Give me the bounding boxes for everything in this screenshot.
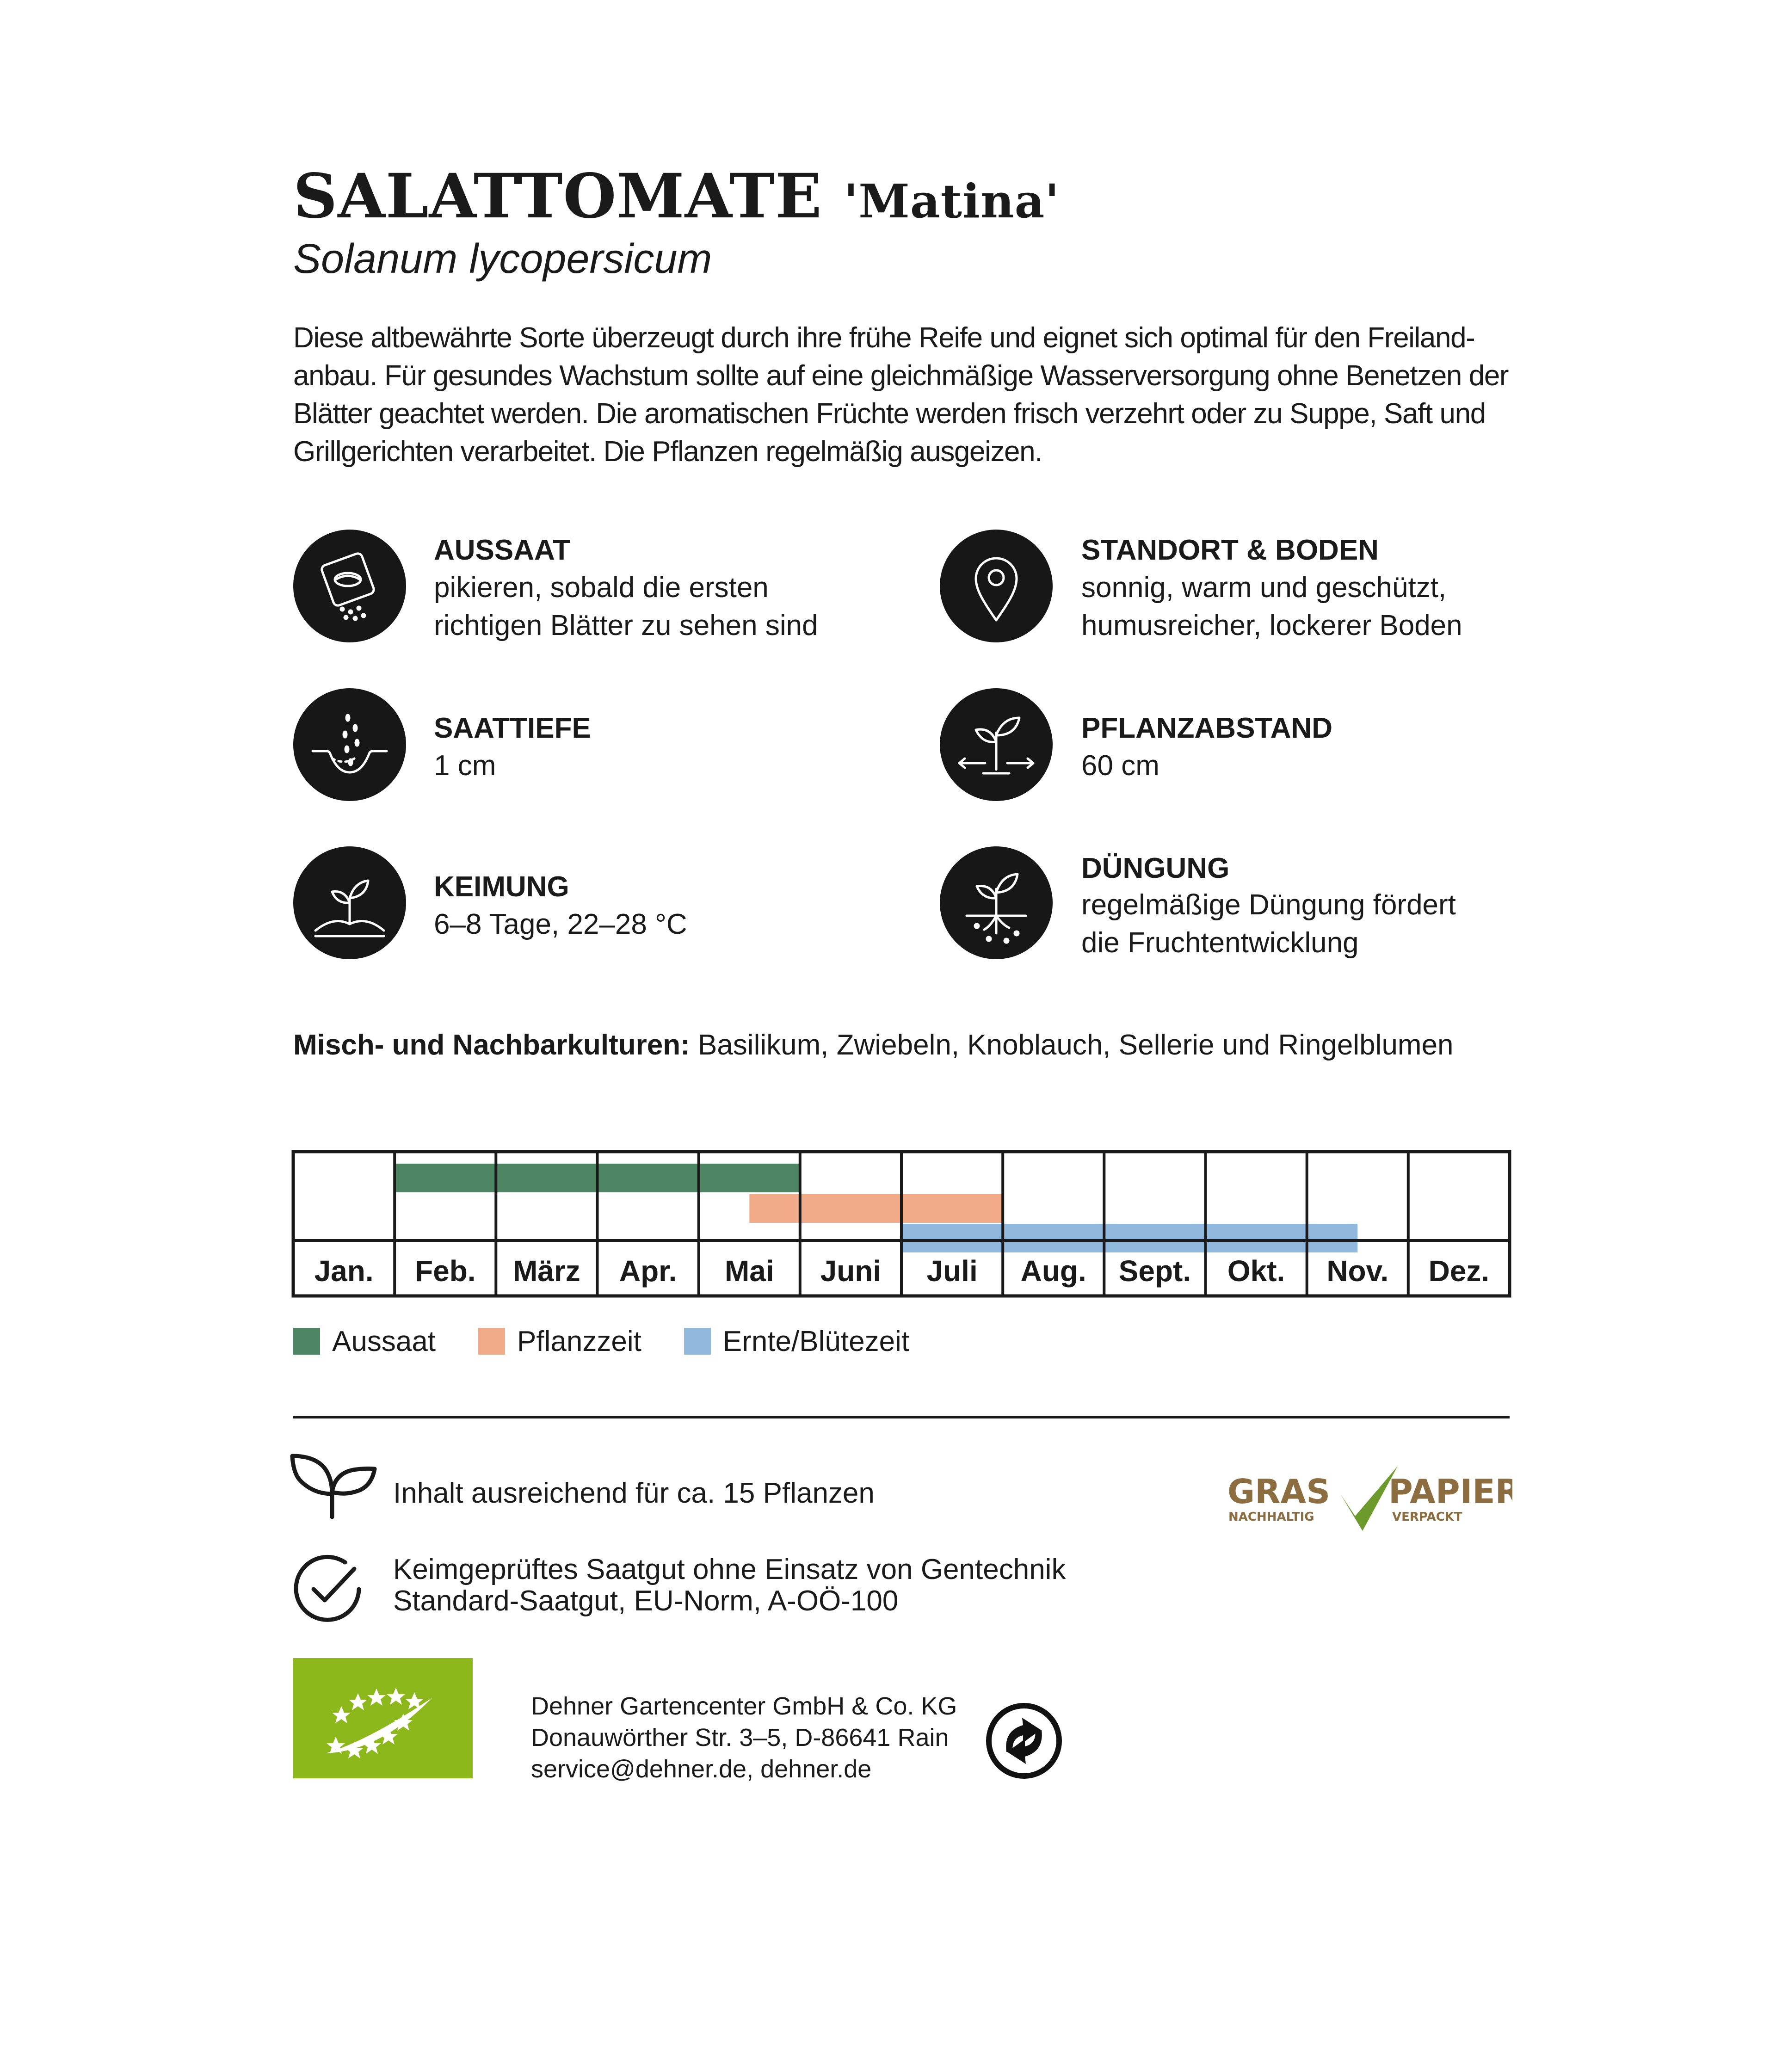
company-address: [531, 1690, 957, 1785]
standort-line2: humusreicher, lockerer Boden: [1081, 610, 1462, 641]
month-label: Juli: [926, 1254, 978, 1288]
seed-packet-icon: [293, 530, 406, 642]
green-dot-icon: [985, 1702, 1063, 1780]
address-line1: Dehner Gartencenter GmbH & Co. KG: [531, 1692, 957, 1720]
companion-list: Basilikum, Zwiebeln, Knoblauch, Sellerie und Ringelblumen: [690, 1029, 1454, 1061]
section-divider: [293, 1416, 1510, 1418]
companion-label: Misch- und Nachbarkulturen:: [293, 1029, 690, 1061]
month-label: Juni: [820, 1254, 882, 1288]
address-line3: service@dehner.de, dehner.de: [531, 1755, 872, 1783]
month-label: Aug.: [1020, 1254, 1086, 1288]
cert-line2: Standard-Saatgut, EU-Norm, A-OÖ-100: [393, 1585, 899, 1617]
product-description: Diese altbewährte Sorte überzeugt durch ihre frühe Reife und eignet sich optimal für den Freiland-anbau. Für gesundes Wachstum sollte auf eine gleichmäßige Wasserversorgung ohne Benetzen der Blätter geachtet werden. Die aromatischen Früchte werden frisch verzehrt oder zu Suppe, Saft und Grillgerichten verarbeitet. Die Pflanzen regelmäßig ausgeizen.: [293, 322, 1509, 468]
latin-name: Solanum lycopersicum: [293, 236, 712, 282]
calendar-grid: [293, 1152, 1510, 1296]
legend-pflanzzeit: [478, 1325, 641, 1358]
address-line2: Donauwörther Str. 3–5, D-86641 Rain: [531, 1724, 949, 1751]
aussaat-line1: pikieren, sobald die ersten: [434, 572, 769, 604]
papier-label: PAPIER: [1388, 1472, 1512, 1511]
check-circle-icon: [290, 1550, 365, 1626]
plant-spacing-icon: [940, 688, 1053, 801]
aussaat-title: AUSSAAT: [434, 534, 571, 566]
month-label: Nov.: [1326, 1254, 1389, 1288]
month-label: Jan.: [314, 1254, 374, 1288]
eu-leaf-stars-icon: [326, 1688, 432, 1758]
fertilizer-icon: [940, 846, 1053, 959]
nachhaltig-label: NACHHALTIG: [1228, 1510, 1314, 1524]
standort-line1: sonnig, warm und geschützt,: [1081, 572, 1447, 604]
sprout-icon: [293, 846, 406, 959]
legend-label-aussaat: Aussaat: [332, 1325, 436, 1357]
month-label: März: [512, 1254, 580, 1288]
aussaat-line2: richtigen Blätter zu sehen sind: [434, 610, 818, 641]
companion-plants: [293, 1027, 1454, 1064]
eu-organic-logo: [293, 1658, 473, 1778]
saattiefe-title: SAATTIEFE: [434, 712, 591, 744]
month-label: Mai: [724, 1254, 774, 1288]
legend-ernte: [684, 1325, 909, 1358]
product-variety: 'Matina': [844, 174, 1060, 228]
verpackt-label: VERPACKT: [1392, 1510, 1462, 1524]
product-name: SALATTOMATE: [293, 160, 822, 232]
month-label: Sept.: [1118, 1254, 1191, 1288]
product-title: [293, 162, 1060, 236]
content-amount: Inhalt ausreichend für ca. 15 Pflanzen: [393, 1477, 875, 1509]
recycling-logo: [985, 1702, 1063, 1780]
pflanzabstand-value: 60 cm: [1081, 750, 1159, 782]
leaves-icon: [286, 1448, 378, 1522]
month-label: Okt.: [1227, 1254, 1285, 1288]
cert-line1: Keimgeprüftes Saatgut ohne Einsatz von Gentechnik: [393, 1554, 1066, 1585]
saattiefe-value: 1 cm: [434, 750, 496, 782]
legend-swatch-ernte: [684, 1328, 711, 1355]
seed-depth-icon: [293, 688, 406, 801]
month-label: Apr.: [619, 1254, 677, 1288]
graspapier-logo: [1226, 1462, 1512, 1531]
month-label: Feb.: [415, 1254, 476, 1288]
duengung-title: DÜNGUNG: [1081, 852, 1230, 884]
legend-swatch-pflanzzeit: [478, 1328, 505, 1355]
sowing-calendar: [293, 1152, 1510, 1296]
duengung-line1: regelmäßige Düngung fördert: [1081, 889, 1456, 921]
duengung-line2: die Fruchtentwicklung: [1081, 927, 1359, 959]
legend-aussaat: [293, 1325, 436, 1358]
pflanzabstand-title: PFLANZABSTAND: [1081, 712, 1333, 744]
keimung-title: KEIMUNG: [434, 871, 569, 903]
calendar-legend: [293, 1323, 952, 1360]
legend-label-ernte: Ernte/Blütezeit: [722, 1325, 910, 1357]
gras-label: GRAS: [1227, 1472, 1331, 1511]
legend-swatch-aussaat: [293, 1328, 320, 1355]
legend-label-pflanzzeit: Pflanzzeit: [517, 1325, 641, 1357]
calendar-bar-2: [749, 1194, 1002, 1223]
keimung-value: 6–8 Tage, 22–28 °C: [434, 908, 687, 940]
standort-title: STANDORT & BODEN: [1081, 534, 1379, 566]
location-pin-icon: [940, 530, 1053, 642]
calendar-bar-3: [901, 1224, 1357, 1252]
month-label: Dez.: [1428, 1254, 1490, 1288]
